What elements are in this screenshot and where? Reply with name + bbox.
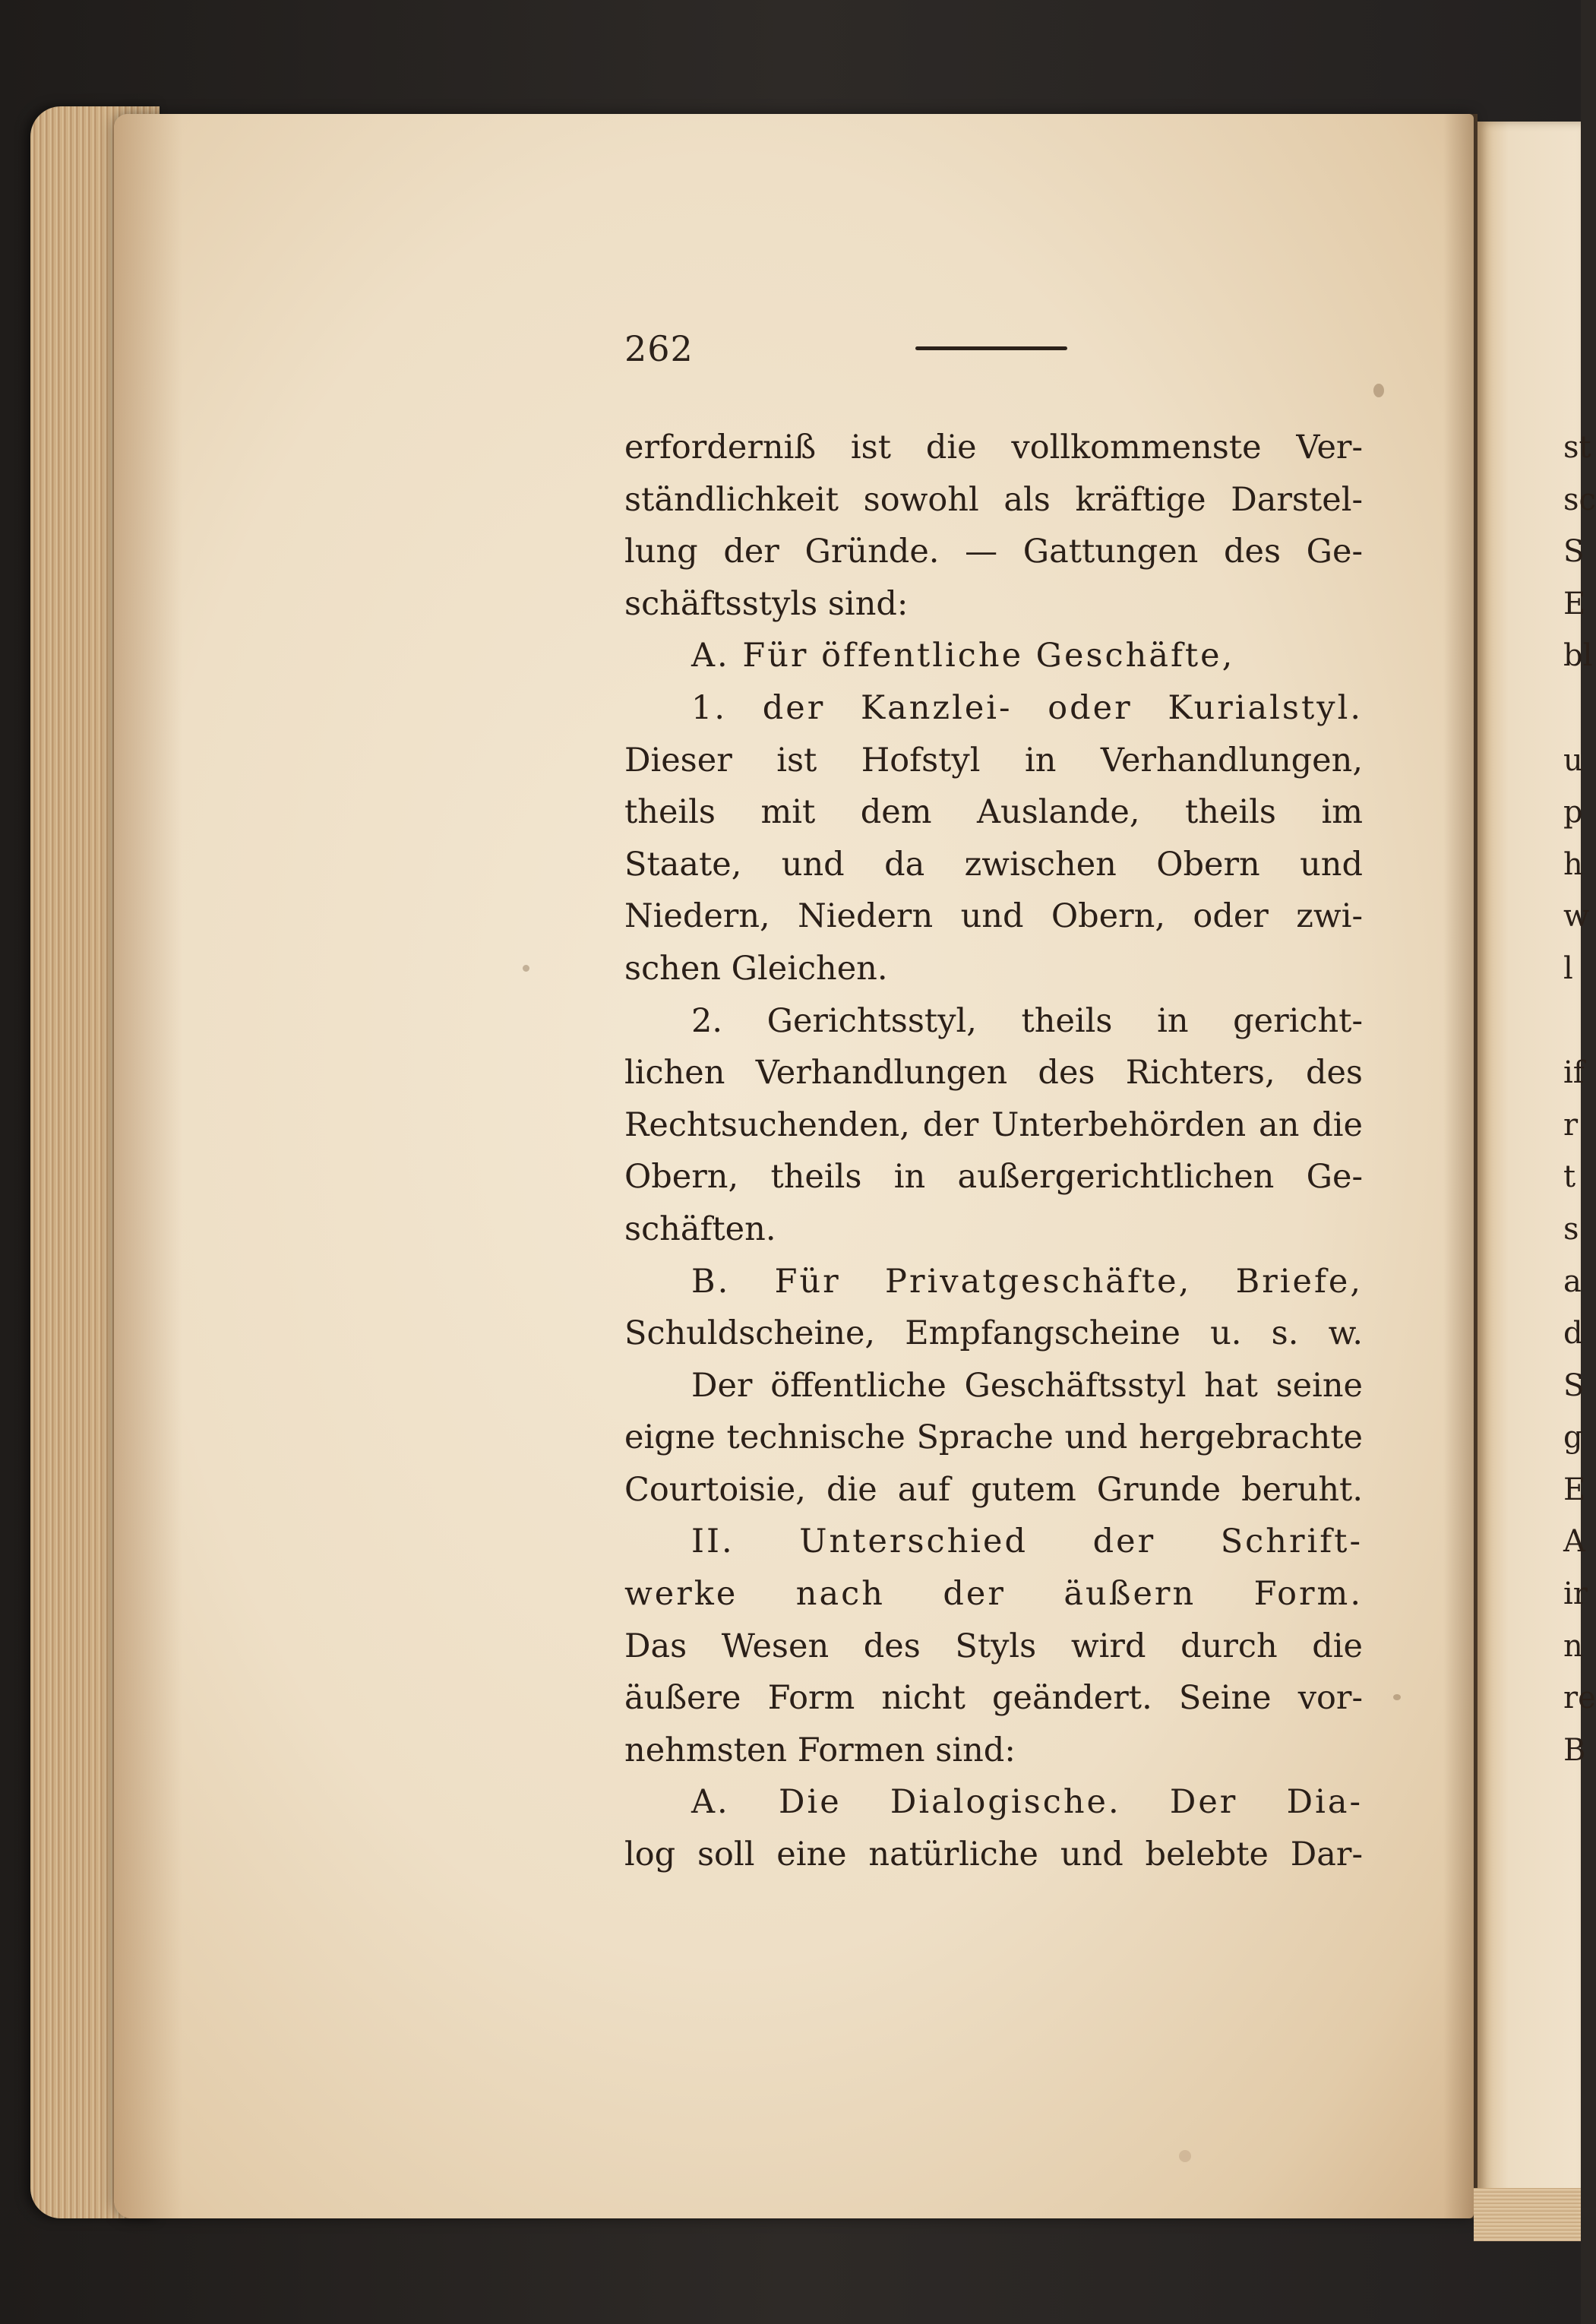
text-line: log soll eine natürliche und belebte Dar-: [624, 1835, 1363, 1874]
text-line: schäften.: [624, 1209, 776, 1248]
text-fragment: p: [1563, 795, 1583, 830]
next-page-text-fragments: [1563, 422, 1596, 1776]
text-line: theils mit dem Auslande, theils im: [624, 793, 1363, 832]
text-fragment: sc: [1563, 482, 1596, 517]
text-fragment: u: [1563, 742, 1583, 778]
paper-speck: [1393, 1694, 1401, 1700]
text-line: Staate, und da zwischen Obern und: [624, 845, 1363, 884]
text-fragment: [1563, 995, 1581, 1048]
text-line: lung der Gründe. — Gattungen des Ge-: [624, 533, 1363, 571]
text-fragment: ir: [1563, 1576, 1588, 1612]
section-heading: A. Für öffentliche Geschäfte,: [691, 637, 1235, 675]
text-line: Schuldscheine, Empfangscheine u. s. w.: [624, 1314, 1363, 1353]
text-fragment: S: [1563, 534, 1585, 570]
text-fragment: A: [1563, 1524, 1585, 1560]
text-fragment: bl: [1563, 638, 1593, 674]
text-line: Niedern, Niedern und Obern, oder zwi-: [624, 897, 1363, 936]
text-line: ständlichkeit sowohl als kräftige Darstel-: [624, 480, 1363, 519]
book-gutter: [1443, 114, 1477, 2218]
paper-speck: [1373, 384, 1384, 397]
text-line: schen Gleichen.: [624, 949, 888, 988]
text-fragment: r: [1563, 1107, 1579, 1143]
text-fragment: w: [1563, 899, 1590, 934]
text-line: Obern, theils in außergerichtlichen Ge-: [624, 1158, 1363, 1197]
paper-speck: [1179, 2150, 1191, 2162]
text-fragment: l: [1563, 950, 1573, 986]
text-line: Dieser ist Hofstyl in Verhandlungen,: [624, 741, 1363, 779]
subsection-heading: 2. Gerichtsstyl, theils in gericht-: [691, 1001, 1363, 1040]
page-number: 262: [624, 328, 694, 369]
text-line: Das Wesen des Styls wird durch die: [624, 1627, 1363, 1665]
text-line: Rechtsuchenden, der Unterbehörden an die: [624, 1105, 1363, 1144]
text-line: schäftsstyls sind:: [624, 584, 909, 623]
text-fragment: E: [1563, 586, 1586, 621]
text-fragment: E: [1563, 1472, 1586, 1507]
section-heading: A. Die Dialogische. Der Dia-: [691, 1783, 1363, 1822]
text-fragment: h: [1563, 846, 1583, 882]
text-fragment: re: [1563, 1681, 1596, 1716]
text-fragment: t: [1563, 1159, 1576, 1195]
page-edge-shadow: [114, 114, 182, 2218]
text-fragment: n: [1563, 1628, 1583, 1664]
section-heading: werke nach der äußern Form.: [624, 1575, 1363, 1614]
section-heading: B. Für Privatgeschäfte, Briefe,: [691, 1262, 1363, 1301]
text-fragment: d: [1563, 1316, 1583, 1352]
text-fragment: g: [1563, 1420, 1583, 1456]
text-line: lichen Verhandlungen des Richters, des: [624, 1054, 1363, 1092]
text-line: eigne technische Sprache und hergebrachte: [624, 1418, 1363, 1457]
header-rule: [915, 346, 1067, 350]
text-fragment: s: [1563, 1211, 1579, 1247]
text-fragment: a: [1563, 1263, 1582, 1299]
text-fragment: B: [1563, 1732, 1586, 1768]
paper-speck: [523, 965, 529, 972]
text-fragment: [1563, 682, 1581, 735]
text-fragment: S: [1563, 1368, 1585, 1403]
text-line: nehmsten Formen sind:: [624, 1731, 1016, 1769]
text-fragment: if: [1563, 1055, 1585, 1091]
text-fragment: st: [1563, 430, 1591, 465]
text-line: Courtoisie, die auf gutem Grunde beruht.: [624, 1470, 1363, 1509]
text-line: erforderniß ist die vollkommenste Ver-: [624, 428, 1363, 466]
subsection-heading: 1. der Kanzlei- oder Kurialstyl.: [691, 688, 1363, 727]
text-line: äußere Form nicht geändert. Seine vor-: [624, 1679, 1363, 1718]
page-body-text: [624, 422, 1363, 1881]
text-line: Der öffentliche Geschäftsstyl hat seine: [691, 1366, 1363, 1405]
section-heading: II. Unterschied der Schrift-: [691, 1522, 1363, 1561]
right-page-stack: [1474, 2188, 1581, 2241]
